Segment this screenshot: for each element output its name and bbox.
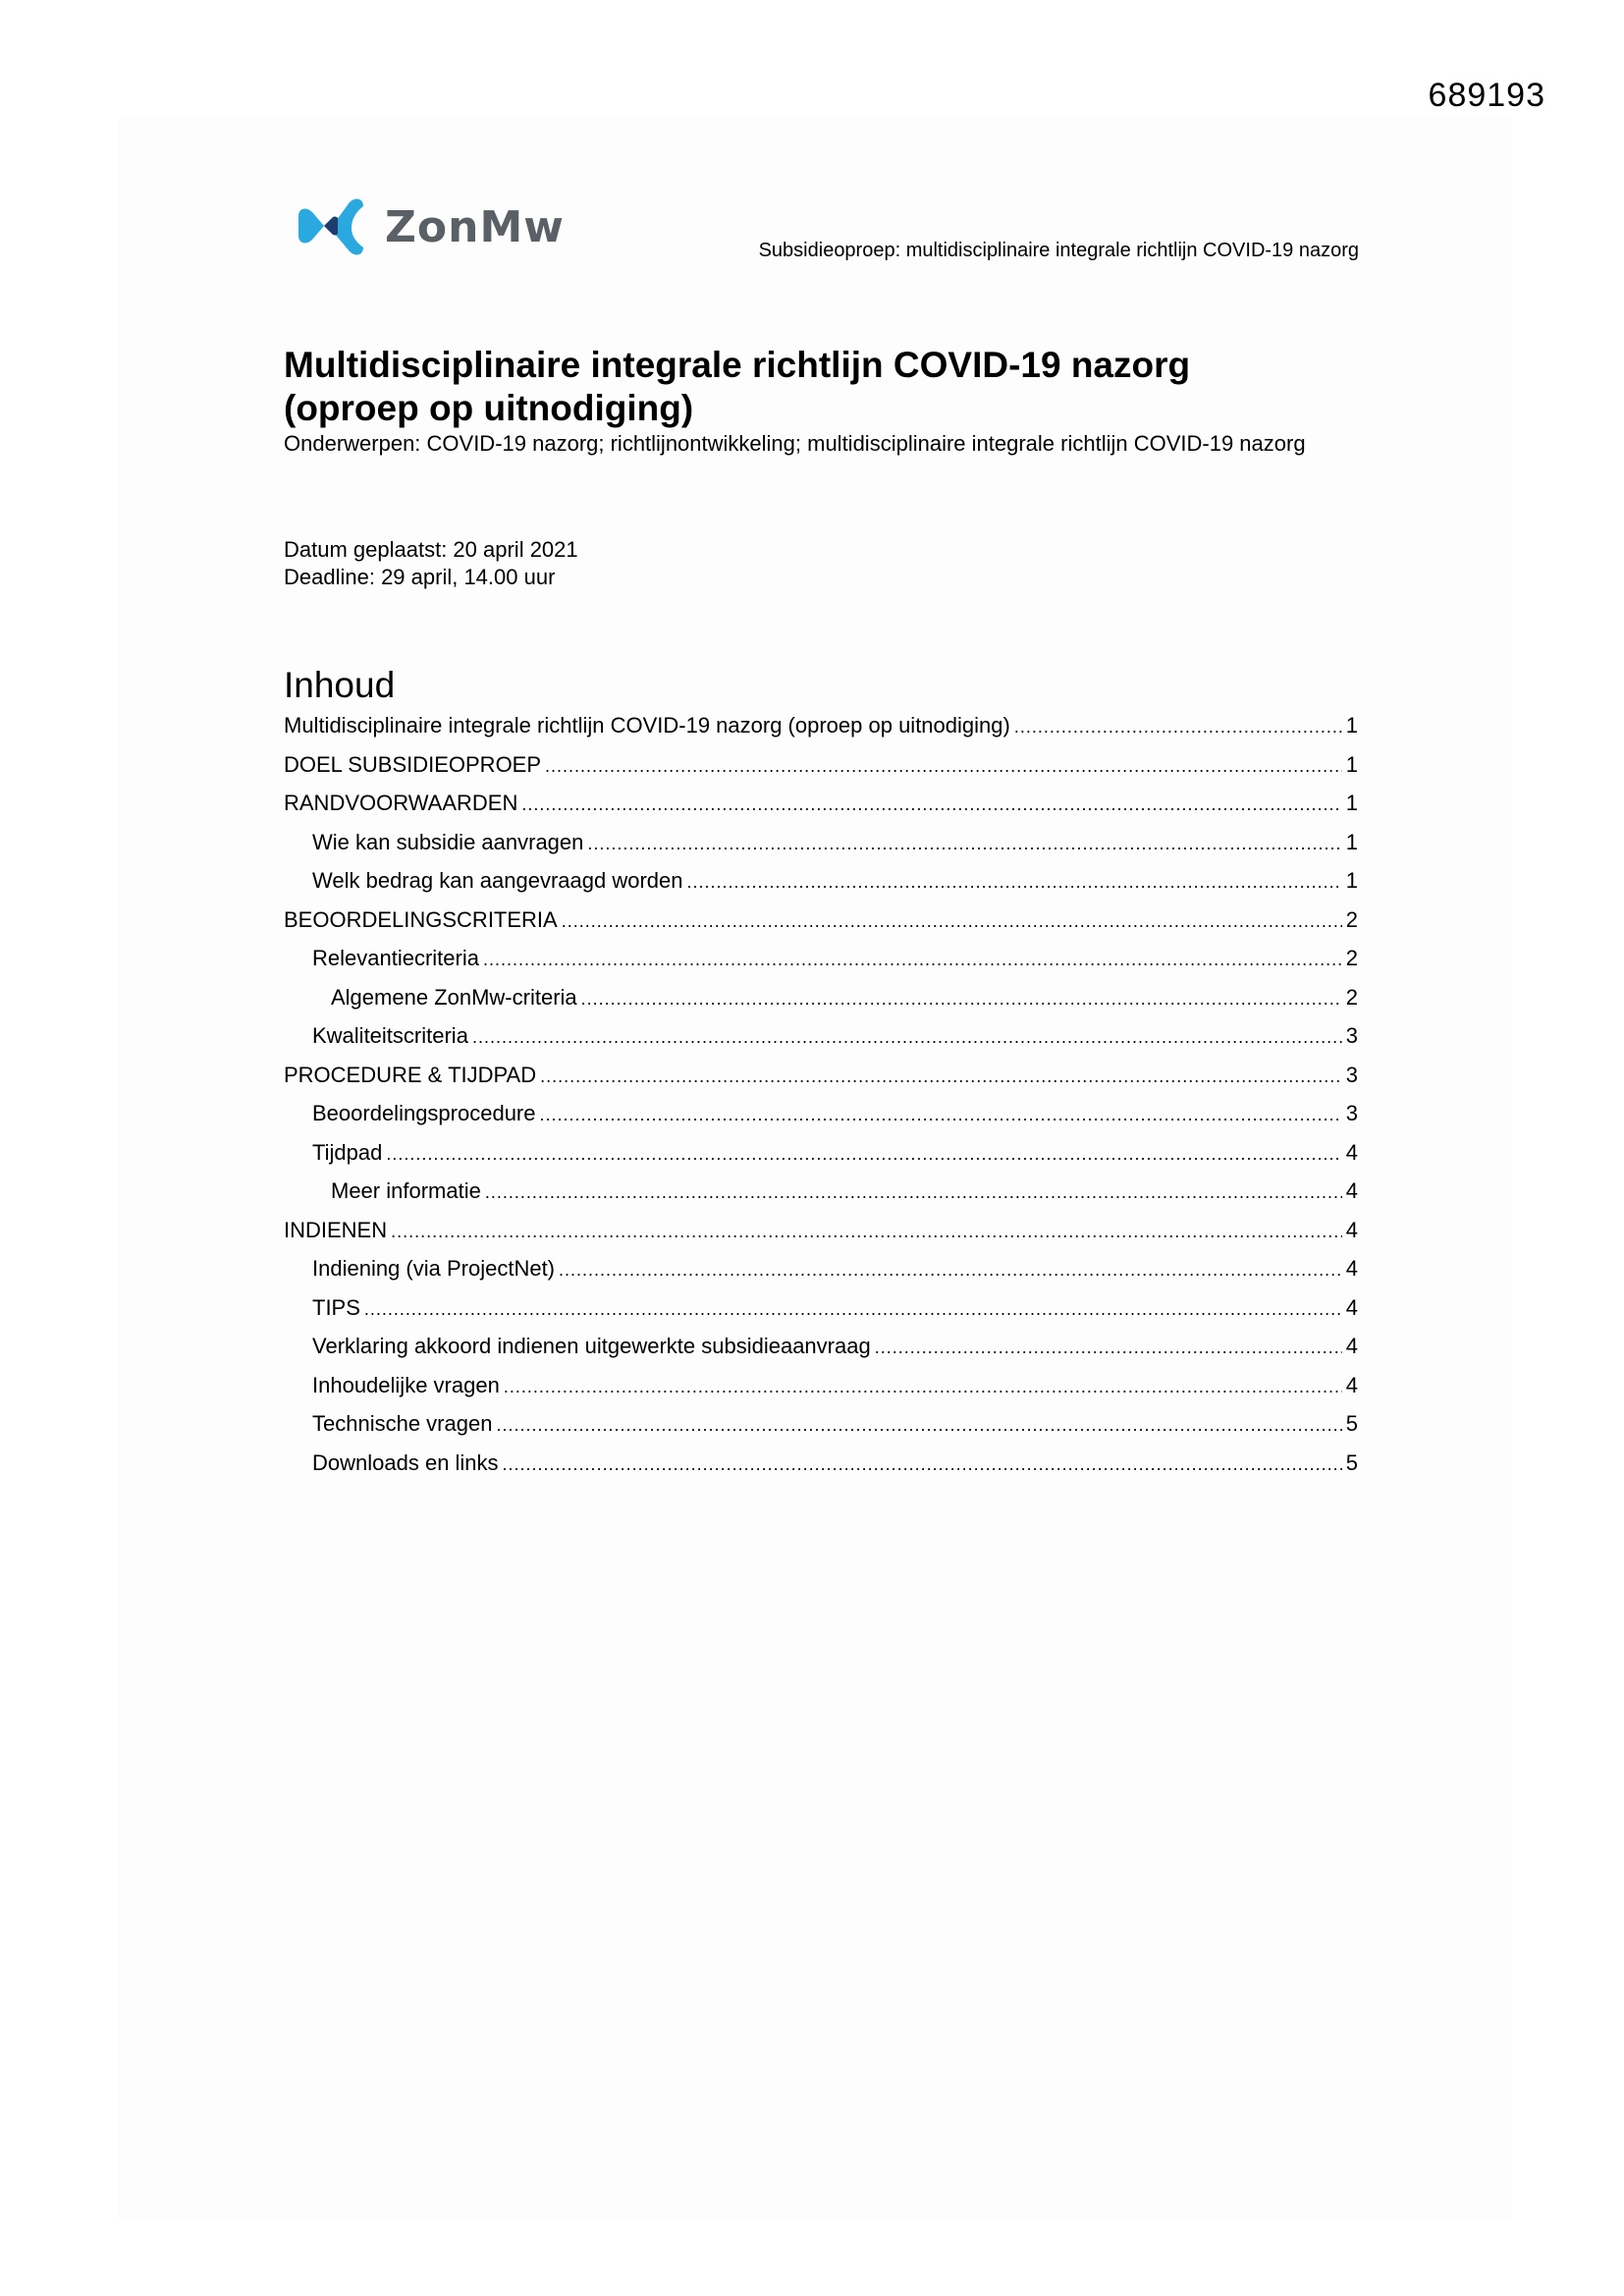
toc-entry[interactable] [284,983,1358,1022]
toc-entry[interactable] [284,1371,1358,1410]
toc-entry[interactable] [284,1061,1358,1100]
toc-entry[interactable] [284,1176,1358,1216]
toc-dot-leader [496,1410,1341,1440]
toc-dot-leader [587,829,1341,858]
date-placed: Datum geplaatst: 20 april 2021 [284,537,578,562]
toc-entry-page: 2 [1345,946,1358,970]
toc-entry[interactable] [284,1138,1358,1177]
toc-entry-page: 1 [1345,751,1358,777]
toc-entry[interactable] [284,1293,1358,1333]
toc-dot-leader [503,1449,1342,1479]
toc-entry-page: 5 [1345,1411,1358,1436]
toc-heading: Inhoud [284,665,396,705]
toc-entry[interactable] [284,789,1358,828]
document-title [284,344,1358,430]
toc-dot-leader [472,1022,1342,1052]
toc-entry-page: 1 [1345,829,1358,854]
toc-entry[interactable] [284,750,1358,790]
toc-entry-page: 2 [1345,984,1358,1010]
toc-dot-leader [1014,712,1342,741]
toc-entry-label: Wie kan subsidie aanvragen [312,829,584,854]
toc-entry[interactable] [284,1409,1358,1449]
table-of-contents [284,711,1358,1487]
toc-entry-label: Technische vragen [312,1411,493,1436]
toc-entry-page: 4 [1345,1178,1358,1203]
toc-entry-label: DOEL SUBSIDIEOPROEP [284,751,542,777]
toc-entry[interactable] [284,866,1358,905]
toc-entry-page: 4 [1345,1256,1358,1281]
toc-dot-leader [545,751,1342,781]
toc-entry[interactable] [284,944,1358,983]
toc-dot-leader [483,945,1342,974]
toc-entry[interactable] [284,1021,1358,1061]
toc-dot-leader [540,1100,1342,1129]
toc-entry-label: Relevantiecriteria [312,946,479,970]
toc-dot-leader [391,1217,1342,1246]
deadline: Deadline: 29 april, 14.00 uur [284,565,556,589]
toc-entry-page: 4 [1345,1294,1358,1320]
toc-entry-page: 3 [1345,1062,1358,1087]
toc-entry-label: Beoordelingsprocedure [312,1101,536,1125]
toc-entry-page: 1 [1345,791,1358,815]
toc-entry-label: Downloads en links [312,1449,499,1475]
toc-entry-label: Welk bedrag kan aangevraagd worden [312,868,683,893]
toc-dot-leader [504,1372,1342,1401]
toc-entry-label: PROCEDURE & TIJDPAD [284,1062,537,1087]
toc-entry-page: 1 [1345,713,1358,738]
toc-entry-label: Kwaliteitscriteria [312,1023,468,1048]
toc-entry[interactable] [284,1449,1358,1488]
toc-entry-label: INDIENEN [284,1217,388,1242]
document-number: 689193 [1428,77,1545,114]
toc-entry[interactable] [284,711,1358,750]
toc-entry-label: Indiening (via ProjectNet) [312,1256,556,1281]
toc-entry-page: 4 [1345,1139,1358,1165]
toc-entry-page: 3 [1345,1023,1358,1048]
toc-entry-label: Multidisciplinaire integrale richtlijn COVID-19 nazorg (oproep op uitnodiging) [284,713,1010,738]
toc-dot-leader [559,1255,1342,1285]
toc-entry-label: RANDVOORWAARDEN [284,791,518,815]
title-line-1: Multidisciplinaire integrale richtlijn COVID-19 nazorg [284,345,1191,385]
brand-name: ZonMw [385,201,565,252]
toc-entry-label: Inhoudelijke vragen [312,1372,500,1397]
toc-entry-page: 2 [1345,906,1358,932]
title-line-2: (oproep op uitnodiging) [284,388,694,428]
toc-entry[interactable] [284,1254,1358,1293]
toc-entry-label: Tijdpad [312,1139,383,1165]
document-content [284,344,1358,1487]
toc-entry-page: 4 [1345,1334,1358,1358]
toc-entry[interactable] [284,1332,1358,1371]
toc-entry-label: Verklaring akkoord indienen uitgewerkte subsidieaanvraag [312,1334,871,1358]
toc-entry[interactable] [284,828,1358,867]
toc-entry-page: 5 [1345,1449,1358,1475]
toc-dot-leader [875,1333,1342,1362]
toc-dot-leader [581,984,1342,1013]
toc-dot-leader [386,1139,1341,1169]
header-subtitle: Subsidieoproep: multidisciplinaire integrale richtlijn COVID-19 nazorg [758,240,1359,261]
toc-entry[interactable] [284,1099,1358,1138]
zonmw-logo [295,194,565,259]
toc-entry[interactable] [284,905,1358,945]
toc-entry[interactable] [284,1216,1358,1255]
toc-entry-page: 4 [1345,1217,1358,1242]
toc-dot-leader [485,1177,1342,1207]
zonmw-logo-icon [295,194,367,259]
toc-dot-leader [687,867,1342,897]
toc-dot-leader [540,1062,1342,1091]
dates [284,536,1358,591]
toc-entry-page: 1 [1345,868,1358,893]
toc-entry-label: Meer informatie [331,1178,481,1203]
toc-entry-label: Algemene ZonMw-criteria [331,984,577,1010]
toc-dot-leader [562,906,1342,936]
toc-entry-page: 4 [1345,1372,1358,1397]
toc-entry-label: BEOORDELINGSCRITERIA [284,906,558,932]
toc-entry-label: TIPS [312,1294,360,1320]
subjects: Onderwerpen: COVID-19 nazorg; richtlijnontwikkeling; multidisciplinaire integrale richtlijn COVID-19 nazorg [284,431,1306,456]
toc-dot-leader [521,790,1341,819]
toc-dot-leader [364,1294,1342,1324]
toc-entry-page: 3 [1345,1101,1358,1125]
